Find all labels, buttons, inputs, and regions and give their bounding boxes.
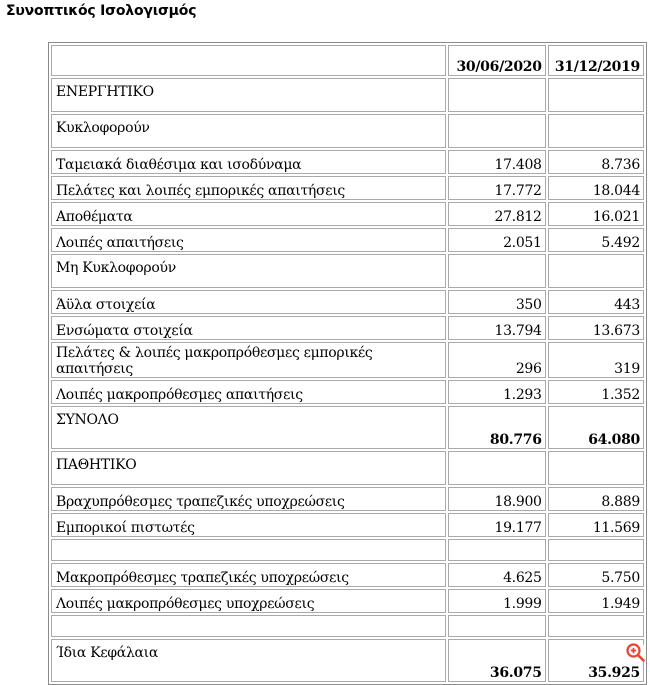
row-value-2020: 2.051 — [448, 228, 545, 252]
table-row — [51, 228, 644, 252]
row-value-2020: 36.075 — [448, 639, 545, 682]
row-value-2020: 18.900 — [448, 487, 545, 511]
row-value-2020: 4.625 — [448, 563, 545, 587]
row-label: Κυκλοφορούν — [51, 114, 446, 148]
row-value-2019: 1.352 — [548, 380, 644, 404]
table-row — [51, 254, 644, 288]
row-value-2020: 1.293 — [448, 380, 545, 404]
table-row-empty — [51, 539, 644, 561]
row-value-2020: 17.408 — [448, 150, 545, 174]
row-label: Εμπορικοί πιστωτές — [51, 513, 446, 537]
row-value-2019: 64.080 — [548, 406, 644, 449]
row-label: Λοιπές μακροπρόθεσμες υποχρεώσεις — [51, 589, 446, 613]
row-value-2019 — [548, 254, 644, 288]
empty-cell — [51, 539, 446, 561]
zoom-in-icon — [624, 641, 646, 663]
table-row — [51, 487, 644, 511]
row-value-2020 — [448, 78, 545, 112]
table-row — [51, 202, 644, 226]
table-row — [51, 290, 644, 314]
row-value-2019 — [548, 78, 644, 112]
row-value-2020 — [448, 451, 545, 485]
table-row — [51, 342, 644, 378]
row-value-2019: 16.021 — [548, 202, 644, 226]
row-label: Ίδια Κεφάλαια — [51, 639, 446, 682]
row-label: Ταμειακά διαθέσιμα και ισοδύναμα — [51, 150, 446, 174]
empty-cell — [548, 539, 644, 561]
row-label: Βραχυπρόθεσμες τραπεζικές υποχρεώσεις — [51, 487, 446, 511]
row-label: Ενσώματα στοιχεία — [51, 316, 446, 340]
row-value-2020: 27.812 — [448, 202, 545, 226]
row-value-2019: 8.889 — [548, 487, 644, 511]
table-row — [51, 176, 644, 200]
row-value-2020: 13.794 — [448, 316, 545, 340]
table-row — [51, 513, 644, 537]
row-value-2019: 11.569 — [548, 513, 644, 537]
empty-cell — [548, 615, 644, 637]
header-cell-date-2020: 30/06/2020 — [448, 45, 545, 76]
row-value-2019: 319 — [548, 342, 644, 378]
row-value-2020: 296 — [448, 342, 545, 378]
header-cell-date-2019: 31/12/2019 — [548, 45, 644, 76]
row-label: Άϋλα στοιχεία — [51, 290, 446, 314]
row-value-2020: 1.999 — [448, 589, 545, 613]
row-value-2019: 1.949 — [548, 589, 644, 613]
table-row-empty — [51, 615, 644, 637]
row-label: Πελάτες & λοιπές μακροπρόθεσμες εμπορικές απαιτήσεις — [51, 342, 446, 378]
table-row — [51, 114, 644, 148]
row-label: Μη Κυκλοφορούν — [51, 254, 446, 288]
empty-cell — [51, 615, 446, 637]
row-label: ΣΥΝΟΛΟ — [51, 406, 446, 449]
row-value-2020: 350 — [448, 290, 545, 314]
table-row — [51, 563, 644, 587]
table-row-equity — [51, 639, 644, 682]
row-label: Λοιπές μακροπρόθεσμες απαιτήσεις — [51, 380, 446, 404]
row-value-2020: 80.776 — [448, 406, 545, 449]
table-header-row — [51, 45, 644, 76]
row-value-2020 — [448, 254, 545, 288]
row-value-2019: 5.492 — [548, 228, 644, 252]
row-value-2019: 8.736 — [548, 150, 644, 174]
page-title: Συνοπτικός Ισολογισμός — [6, 3, 197, 19]
table-row — [51, 380, 644, 404]
row-value-2019: 443 — [548, 290, 644, 314]
header-cell-label — [51, 45, 446, 76]
row-value-2019: 35.925 — [548, 639, 644, 682]
row-label: ΕΝΕΡΓΗΤΙΚΟ — [51, 78, 446, 112]
row-value-2019: 18.044 — [548, 176, 644, 200]
row-value-2019: 13.673 — [548, 316, 644, 340]
table-row — [51, 451, 644, 485]
row-value-2019: 5.750 — [548, 563, 644, 587]
row-label: Αποθέματα — [51, 202, 446, 226]
table-row — [51, 78, 644, 112]
empty-cell — [448, 539, 545, 561]
table-row — [51, 150, 644, 174]
row-value-2020: 19.177 — [448, 513, 545, 537]
table-row — [51, 589, 644, 613]
row-value-2019 — [548, 451, 644, 485]
row-label: ΠΑΘΗΤΙΚΟ — [51, 451, 446, 485]
table-row — [51, 316, 644, 340]
balance-sheet-table — [48, 42, 647, 685]
row-label: Λοιπές απαιτήσεις — [51, 228, 446, 252]
table-row-total — [51, 406, 644, 449]
row-label: Μακροπρόθεσμες τραπεζικές υποχρεώσεις — [51, 563, 446, 587]
empty-cell — [448, 615, 545, 637]
row-value-2020: 17.772 — [448, 176, 545, 200]
row-label: Πελάτες και λοιπές εμπορικές απαιτήσεις — [51, 176, 446, 200]
row-value-2020 — [448, 114, 545, 148]
zoom-button[interactable] — [624, 641, 646, 663]
row-value-2019 — [548, 114, 644, 148]
